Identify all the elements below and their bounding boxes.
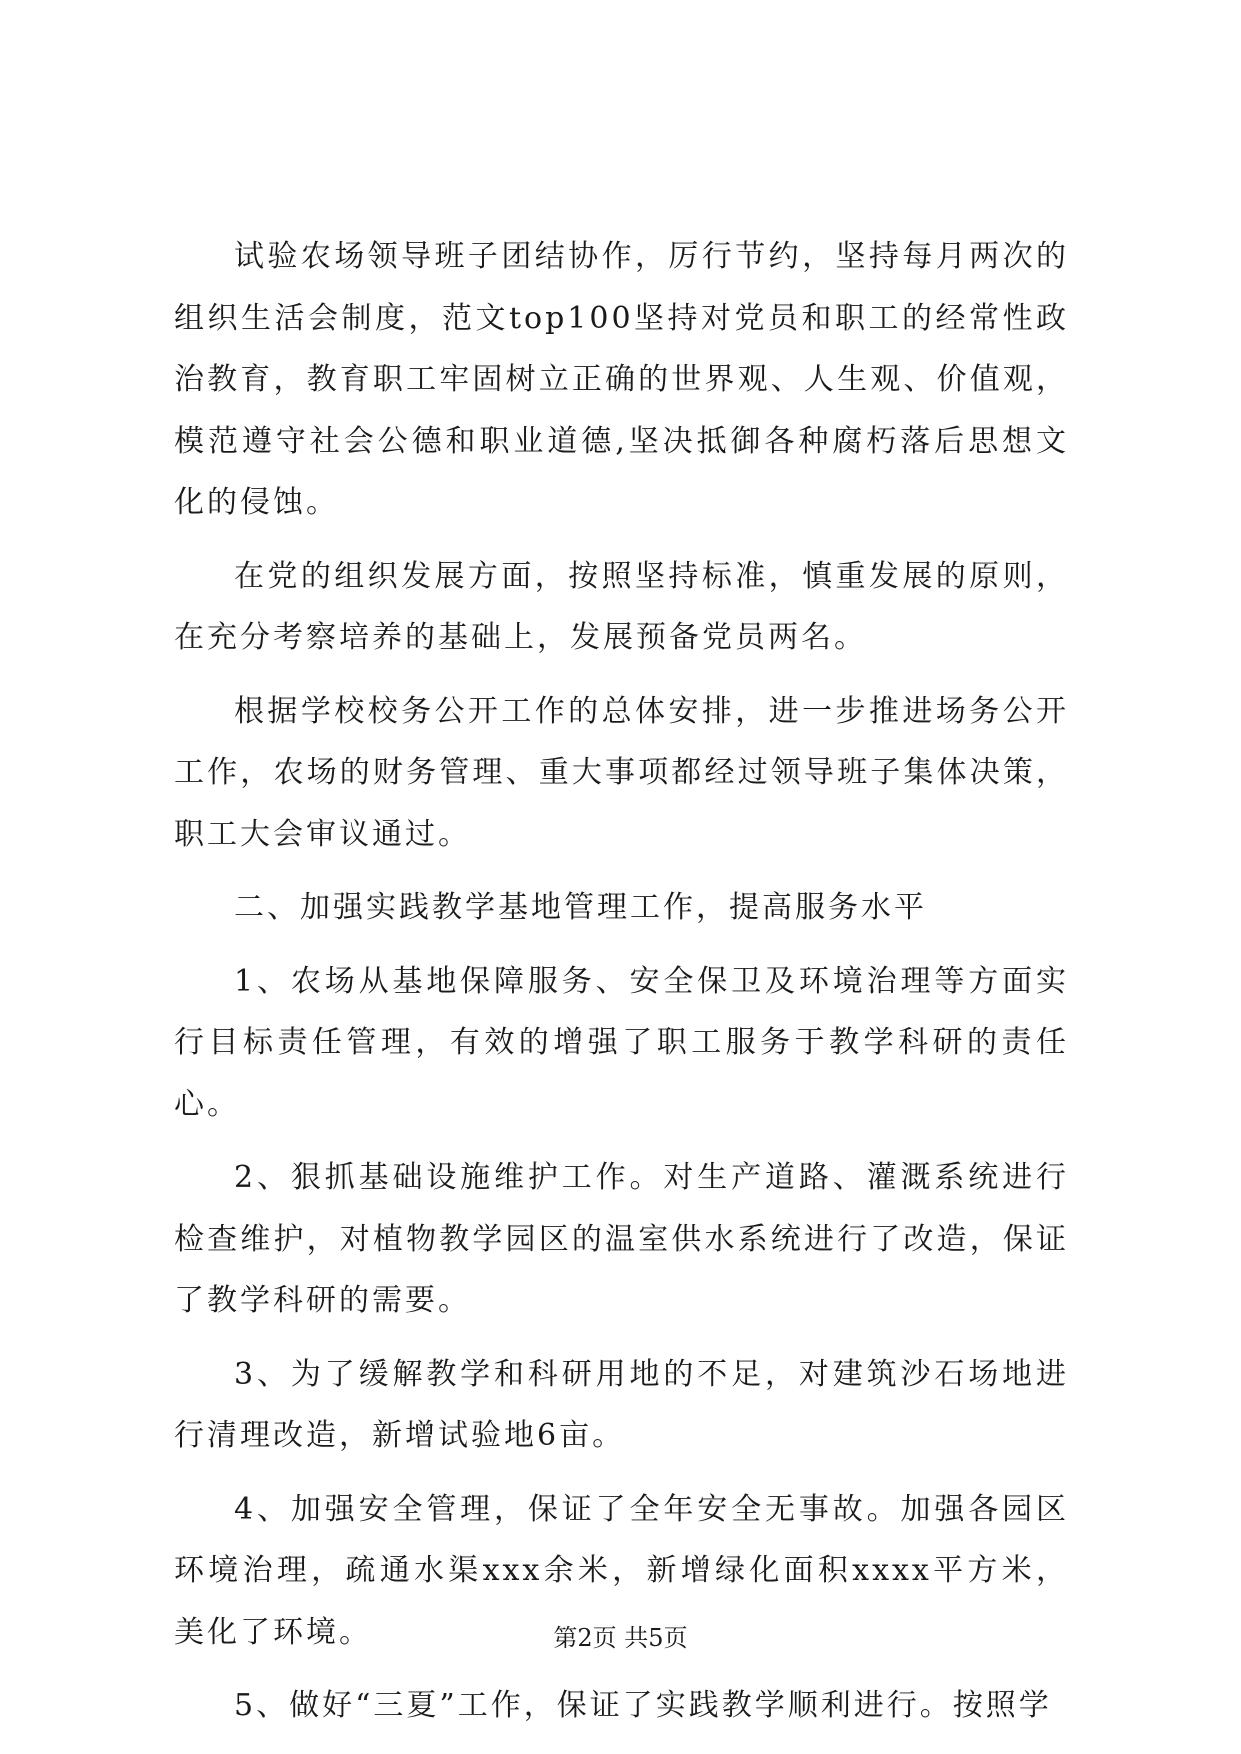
list-item-5: 5、做好“三夏”工作，保证了实践教学顺利进行。按照学 (234, 1688, 1052, 1723)
list-item-4: 4、加强安全管理，保证了全年安全无事故。加强各园区环境治理，疏通水渠xxx余米，新增绿化面积xxxx平方米，美化了环境。 (174, 1491, 1069, 1650)
page-number-footer: 第2页 共5页 (553, 1624, 688, 1652)
list-item-1: 1、农场从基地保障服务、安全保卫及环境治理等方面实行目标责任管理，有效的增强了职工服务于教学科研的责任心。 (174, 963, 1069, 1122)
list-item-2: 2、狠抓基础设施维护工作。对生产道路、灌溉系统进行检查维护，对植物教学园区的温室供水系统进行了改造，保证了教学科研的需要。 (174, 1160, 1069, 1318)
paragraph-2: 在党的组织发展方面，按照坚持标准，慎重发展的原则，在充分考察培养的基础上，发展预备党员两名。 (174, 558, 1069, 655)
paragraph-1: 试验农场领导班子团结协作，厉行节约，坚持每月两次的组织生活会制度，范文top100坚持对党员和职工的经常性政治教育，教育职工牢固树立正确的世界观、人生观、价值观，模范遵守社会公德和职业道德,坚决抵御各种腐朽落后思想文化的侵蚀。 (174, 239, 1069, 520)
document-body (174, 226, 1069, 1749)
paragraph-3: 根据学校校务公开工作的总体安排，进一步推进场务公开工作，农场的财务管理、重大事项都经过领导班子集体决策，职工大会审议通过。 (174, 693, 1069, 852)
section-heading: 二、加强实践教学基地管理工作，提高服务水平 (234, 890, 927, 925)
list-item-3: 3、为了缓解教学和科研用地的不足，对建筑沙石场地进行清理改造，新增试验地6亩。 (174, 1356, 1069, 1453)
